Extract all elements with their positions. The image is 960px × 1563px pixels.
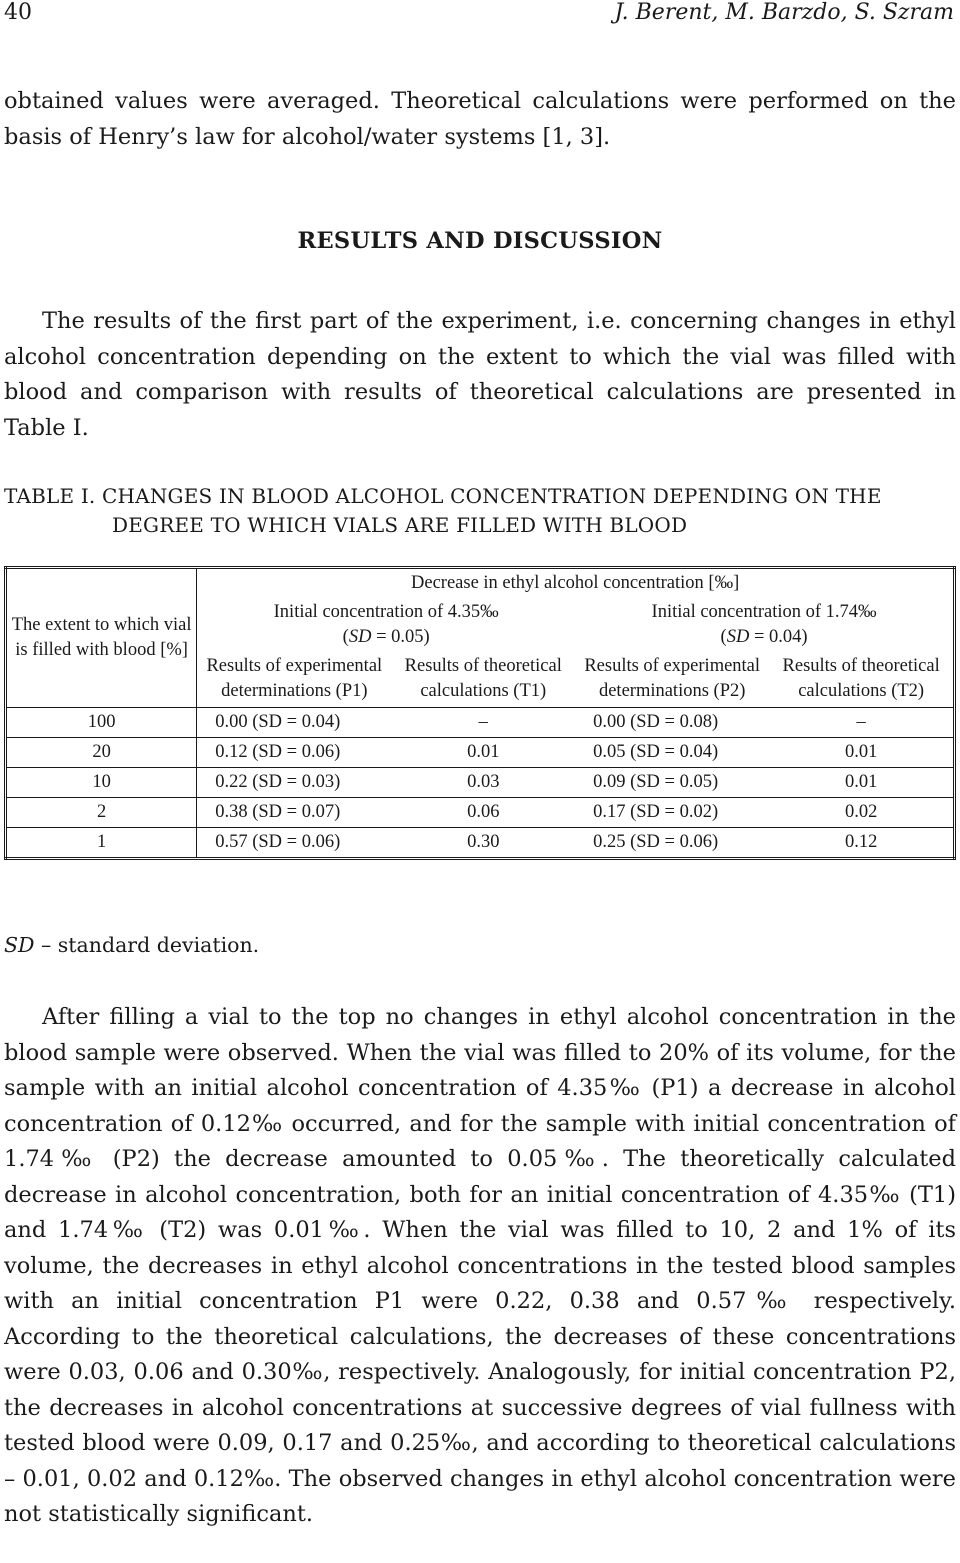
cell-t1: – <box>391 708 575 738</box>
cell-fill: 100 <box>6 708 197 738</box>
table-caption-line-1: TABLE I. CHANGES IN BLOOD ALCOHOL CONCENTRATION DEPENDING ON THE <box>4 484 882 508</box>
cell-t2: 0.01 <box>769 738 954 768</box>
running-head-authors: J. Berent, M. Barzdo, S. Szram <box>614 0 954 25</box>
table-row <box>6 708 955 738</box>
table-caption-line-2: DEGREE TO WHICH VIALS ARE FILLED WITH BLOOD <box>112 513 688 537</box>
initial-concentration-2-sd: = 0.04) <box>749 627 808 647</box>
initial-concentration-2-sd-abbr: SD <box>726 627 750 647</box>
initial-concentration-2: Initial concentration of 1.74‰ (SD = 0.04) <box>651 602 877 647</box>
initial-concentration-1-sd: = 0.05) <box>371 627 430 647</box>
page-number: 40 <box>4 0 32 25</box>
cell-fill: 20 <box>6 738 197 768</box>
cell-t2: – <box>769 708 954 738</box>
cell-t2: 0.12 <box>769 828 954 859</box>
cell-fill: 1 <box>6 828 197 859</box>
row-header: The extent to which vial is filled with blood [%] <box>6 568 197 708</box>
cell-t1: 0.03 <box>391 768 575 798</box>
cell-p1: 0.12 (SD = 0.06) <box>197 738 392 768</box>
cell-t2: 0.02 <box>769 798 954 828</box>
page-header <box>4 0 954 30</box>
initial-concentration-2-label: Initial concentration of 1.74‰ <box>651 602 877 622</box>
initial-concentration-1: Initial concentration of 4.35‰ (SD = 0.05) <box>273 602 499 647</box>
group-header: Decrease in ethyl alcohol concentration [‰] <box>411 573 740 593</box>
cell-t2: 0.01 <box>769 768 954 798</box>
cell-t1: 0.30 <box>391 828 575 859</box>
results-paragraph: The results of the first part of the experiment, i.e. concerning changes in ethyl alcohol concentration depending on the extent to which the vial was filled with blood and comparison with results of theoretical calculations are presented in Table I. <box>4 308 956 441</box>
initial-concentration-1-sd-abbr: SD <box>348 627 372 647</box>
cell-p2: 0.05 (SD = 0.04) <box>575 738 769 768</box>
col-header-t1: Results of theoretical calculations (T1) <box>404 656 562 701</box>
cell-p2: 0.25 (SD = 0.06) <box>575 828 769 859</box>
cell-fill: 2 <box>6 798 197 828</box>
table-row <box>6 738 955 768</box>
table-footnote <box>4 933 259 957</box>
cell-p1: 0.00 (SD = 0.04) <box>197 708 392 738</box>
table-row <box>6 768 955 798</box>
col-header-p1: Results of experimental determinations (P1) <box>206 656 383 701</box>
table-row <box>6 828 955 859</box>
discussion-paragraph: After filling a vial to the top no changes in ethyl alcohol concentration in the blood sample were observed. When the vial was filled to 20% of its volume, for the sample with an initial alcohol concentration of 4.35‰ (P1) a decrease in alcohol concentration of 0.12‰ occurred, and for the sample with initial concentration of 1.74‰ (P2) the decrease amounted to 0.05‰. The theoretically calculated decrease in alcohol concentration, both for an initial concentration of 4.35‰ (T1) and 1.74‰ (T2) was 0.01‰. When the vial was filled to 10, 2 and 1% of its volume, the decreases in ethyl alcohol concentrations in the tested blood samples with an initial concentration P1 were 0.22, 0.38 and 0.57‰ respectively. According to the theoretical calculations, the decreases of these concentrations were 0.03, 0.06 and 0.30‰, respectively. Analogously, for initial concentration P2, the decreases in alcohol concentrations at successive degrees of vial fullness with tested blood were 0.09, 0.17 and 0.25‰, and according to theoretical calculations – 0.01, 0.02 and 0.12‰. The observed changes in ethyl alcohol concentration were not statistically significant. <box>4 1004 956 1527</box>
cell-p1: 0.57 (SD = 0.06) <box>197 828 392 859</box>
cell-p2: 0.00 (SD = 0.08) <box>575 708 769 738</box>
cell-p1: 0.38 (SD = 0.07) <box>197 798 392 828</box>
cell-fill: 10 <box>6 768 197 798</box>
section-heading: RESULTS AND DISCUSSION <box>297 228 663 254</box>
cell-p2: 0.09 (SD = 0.05) <box>575 768 769 798</box>
col-header-t2: Results of theoretical calculations (T2) <box>782 656 940 701</box>
cell-p1: 0.22 (SD = 0.03) <box>197 768 392 798</box>
footnote-abbr: SD <box>4 933 35 957</box>
table-caption <box>4 482 956 540</box>
col-header-p2: Results of experimental determinations (P2) <box>584 656 761 701</box>
initial-concentration-1-label: Initial concentration of 4.35‰ <box>273 602 499 622</box>
cell-p2: 0.17 (SD = 0.02) <box>575 798 769 828</box>
footnote-text: – standard deviation. <box>34 933 260 957</box>
cell-t1: 0.06 <box>391 798 575 828</box>
table-row <box>6 798 955 828</box>
results-table <box>4 566 956 860</box>
cell-t1: 0.01 <box>391 738 575 768</box>
intro-paragraph: obtained values were averaged. Theoretical calculations were performed on the basis of Henry’s law for alcohol/water systems [1, 3]. <box>4 88 956 150</box>
